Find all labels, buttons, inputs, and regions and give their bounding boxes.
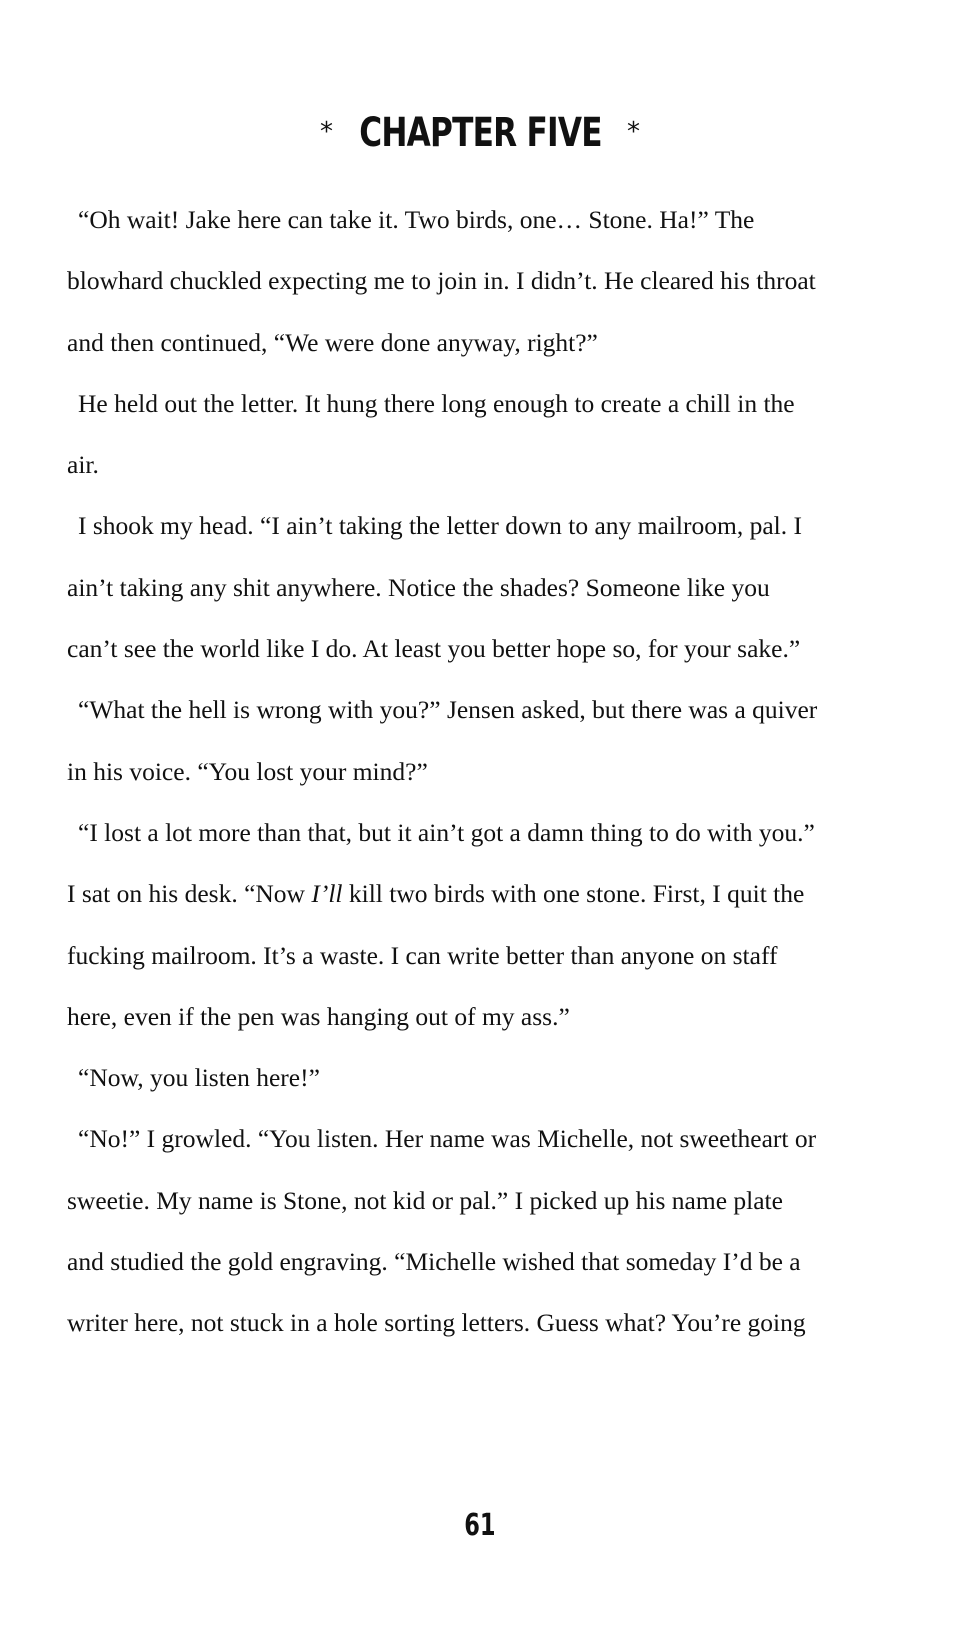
text-line: writer here, not stuck in a hole sorting letters. Guess what? You’re going [67, 1308, 806, 1338]
text-line: “No!” I growled. “You listen. Her name was Michelle, not sweetheart or [78, 1124, 817, 1154]
text-line: I shook my head. “I ain’t taking the letter down to any mailroom, pal. I [78, 511, 802, 541]
text-line: fucking mailroom. It’s a waste. I can write better than anyone on staff [67, 940, 778, 970]
text-line: blowhard chuckled expecting me to join in. I didn’t. He cleared his throat [67, 266, 816, 296]
chapter-title: CHAPTER FIVE [358, 110, 602, 156]
text-line: “Oh wait! Jake here can take it. Two birds, one… Stone. Ha!” The [78, 205, 755, 234]
text-line: can’t see the world like I do. At least you better hope so, for your sake.” [67, 634, 801, 664]
text-line: and then continued, “We were done anyway, right?” [67, 327, 598, 357]
page-number [0, 1508, 960, 1544]
chapter-star-left: * [319, 117, 333, 147]
italic-text: I’ll [311, 879, 343, 909]
text-line: He held out the letter. It hung there long enough to create a chill in the [78, 388, 795, 418]
text-line: and studied the gold engraving. “Michelle wished that someday I’d be a [67, 1247, 801, 1277]
text-line: “I lost a lot more than that, but it ain’t got a damn thing to do with you.” [78, 817, 815, 847]
text-line: “Now, you listen here!” [78, 1063, 320, 1093]
text-segment: kill two birds with one stone. First, I quit the [342, 879, 805, 909]
text-line: here, even if the pen was hanging out of my ass.” [67, 1001, 570, 1031]
text-segment: I sat on his desk. “Now [67, 879, 312, 909]
text-line: sweetie. My name is Stone, not kid or pal.” I picked up his name plate [67, 1185, 783, 1215]
text-line [67, 863, 867, 924]
text-line: in his voice. “You lost your mind?” [67, 756, 428, 786]
text-line: ain’t taking any shit anywhere. Notice the shades? Someone like you [67, 572, 770, 602]
chapter-heading [0, 108, 960, 165]
body-text [67, 189, 867, 1354]
text-line: “What the hell is wrong with you?” Jensen asked, but there was a quiver [78, 695, 818, 725]
text-line: air. [67, 450, 99, 480]
page-number-text: 61 [464, 1508, 496, 1543]
chapter-star-right: * [627, 117, 641, 147]
